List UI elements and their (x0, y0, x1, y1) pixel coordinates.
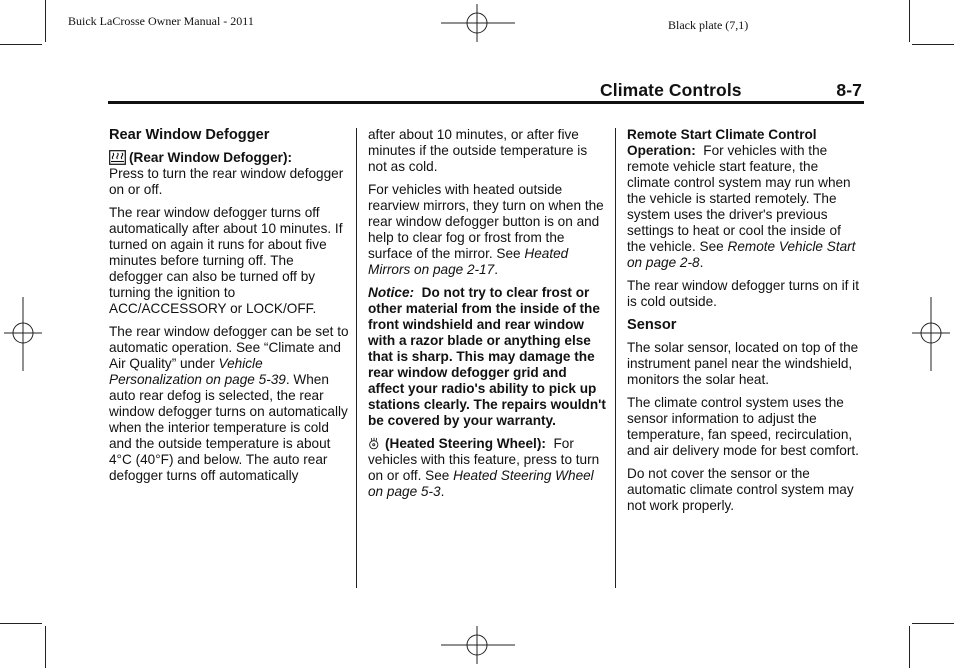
text: . (494, 262, 498, 277)
text: The rear window defogger can be set to automatic operation. See “Climate and Air Quality” under (109, 324, 349, 371)
cross-reference: Heated Mirrors on page 2-17 (368, 246, 569, 277)
crop-mark (909, 0, 910, 42)
heated-steering-wheel-icon (368, 436, 382, 451)
text: Press to turn the rear window defogger on or off. (109, 166, 344, 197)
defogger-label: (Rear Window Defogger): (129, 150, 292, 165)
paragraph (368, 182, 606, 278)
section-title: Climate Controls (600, 80, 742, 100)
crop-mark (912, 623, 954, 624)
column-1 (109, 127, 349, 491)
header-rule (108, 101, 864, 104)
crop-mark (909, 626, 910, 668)
paragraph: The climate control system uses the sensor information to adjust the temperature, fan speed, recirculation, and air delivery mode for best comfort. (627, 395, 859, 458)
crop-mark (45, 626, 46, 668)
text: For vehicles with the remote vehicle start feature, the climate control system may run when the vehicle is started remotely. The system uses the driver's previous settings to heat or cool the inside of the vehicle. See (627, 143, 851, 254)
section-header (600, 80, 862, 101)
remote-start-label: Remote Start Climate Control Operation: (627, 127, 817, 158)
column-divider (356, 128, 357, 588)
paragraph (109, 324, 349, 484)
notice-text: Do not try to clear frost or other material from the inside of the front windshield and rear window with a razor blade or anything else that is sharp. This may damage the rear window defogger grid and affect your radio's ability to pick up stations clearly. The repairs wouldn't be covered by your warranty. (368, 285, 606, 428)
text: . (440, 484, 445, 499)
crop-mark (45, 0, 46, 42)
paragraph: The solar sensor, located on top of the instrument panel near the windshield, monitors the solar heat. (627, 340, 859, 387)
notice-label: Notice: (368, 285, 415, 300)
paragraph (627, 127, 863, 271)
notice (368, 285, 606, 429)
registration-mark-top (441, 4, 515, 42)
registration-mark-right (912, 297, 950, 371)
heading-sensor: Sensor (627, 317, 677, 333)
text: . (699, 255, 704, 270)
heated-wheel-label: (Heated Steering Wheel): (385, 436, 546, 451)
registration-mark-left (4, 297, 42, 371)
plate-label: Black plate (7,1) (668, 18, 749, 32)
column-3 (627, 127, 863, 521)
text: . When auto rear defog is selected, the rear window defogger turns on automatically when the interior temperature is cold and the outside temperature is about 4°C (40°F) and below. The auto rear defogger turns off automatically (109, 372, 348, 483)
column-divider (615, 128, 616, 588)
crop-mark (0, 623, 42, 624)
paragraph: Do not cover the sensor or the automatic climate control system may not work properly. (627, 466, 854, 513)
cross-reference: Remote Vehicle Start on page 2-8 (627, 239, 856, 270)
crop-mark (912, 44, 954, 45)
column-2 (368, 127, 606, 507)
heading-rear-window-defogger: Rear Window Defogger (109, 127, 270, 143)
paragraph (368, 436, 606, 500)
paragraph: after about 10 minutes, or after five minutes if the outside temperature is not as cold. (368, 127, 588, 174)
paragraph: The rear window defogger turns on if it is cold outside. (627, 278, 859, 309)
registration-mark-bottom (441, 626, 515, 664)
crop-mark (0, 44, 42, 45)
text: For vehicles with this feature, press to turn on or off. See (368, 436, 600, 483)
paragraph (109, 150, 349, 198)
page-number: 8-7 (836, 80, 862, 100)
manual-title: Buick LaCrosse Owner Manual - 2011 (68, 14, 254, 28)
paragraph: The rear window defogger turns off automatically after about 10 minutes. If turned on again it runs for about five minutes before turning off. The defogger can also be turned off by turning the ignition to ACC/ACCESSORY or LOCK/OFF. (109, 205, 343, 316)
rear-defogger-icon (109, 150, 126, 165)
cross-reference: Vehicle Personalization on page 5-39 (109, 356, 286, 387)
cross-reference: Heated Steering Wheel on page 5-3 (368, 468, 594, 499)
text: For vehicles with heated outside rearview mirrors, they turn on when the rear window defogger button is on and help to clear fog or frost from the surface of the mirror. See (368, 182, 604, 261)
